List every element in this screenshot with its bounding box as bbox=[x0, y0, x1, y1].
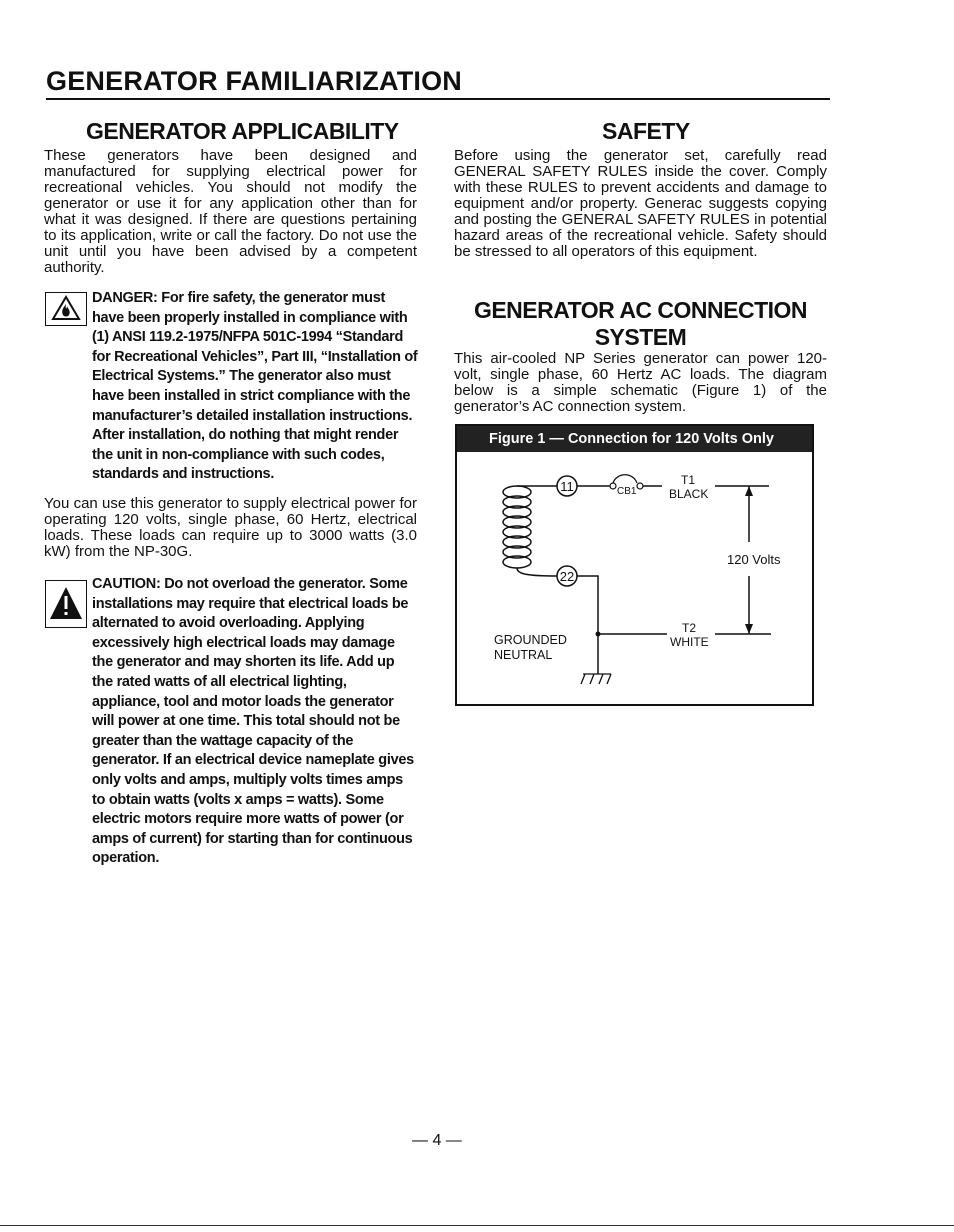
breaker-cb1-symbol bbox=[613, 475, 637, 483]
voltage-label: 120 Volts bbox=[727, 552, 781, 567]
figure-caption: Figure 1 — Connection for 120 Volts Only bbox=[457, 426, 812, 452]
grounded-label: GROUNDED bbox=[494, 633, 567, 647]
ac-connection-paragraph: This air-cooled NP Series generator can power 120-volt, single phase, 60 Hertz AC loads. The diagram below is a simple schematic (Figure 1) of the generator’s AC connection system. bbox=[454, 350, 827, 415]
page-number: — 4 — bbox=[412, 1132, 462, 1149]
applicability-paragraph-2: You can use this generator to supply electrical power for operating 120 volts, single phase, 60 Hertz, electrical loads. These loads can require up to 3000 watts (3.0 kW) from the NP-30G. bbox=[44, 495, 417, 560]
black-label: BLACK bbox=[669, 487, 709, 501]
white-label: WHITE bbox=[670, 635, 709, 649]
figure-1 bbox=[455, 424, 814, 706]
wiring-schematic bbox=[457, 452, 812, 704]
danger-text: DANGER: For fire safety, the generator must have been properly installed in compliance with (1) ANSI 119.2-1975/NFPA 501C-1994 “Standard for Recreational Vehicles”, Part III, “Installation of Electrical Systems.” The generator also must have been installed in strict compliance with the manufacturer’s detailed installation instructions. After installation, do nothing that might render the unit in non-compliance with such codes, standards and instructions. bbox=[92, 290, 418, 483]
caution-text: CAUTION: Do not overload the generator. Some installations may require that electrical loads be alternated to avoid overloading. Applying excessively high electrical loads may damage the generator and may shorten its life. Add up the rated watts of all electrical lighting, appliance, tool and motor loads the generator will power at one time. This total should not be greater than the wattage capacity of the generator. If an electrical device nameplate gives only volts and amps, multiply volts times amps to obtain watts (volts x amps = watts). Some electric motors require more watts of power (or amps of current) for starting than for continuous operation. bbox=[92, 576, 414, 867]
breaker-label: CB1 bbox=[617, 486, 637, 497]
t2-label: T2 bbox=[682, 621, 697, 635]
applicability-paragraph: These generators have been designed and manufactured for supplying electrical power for recreational vehicles. You should not modify the generator or use it for any application other than for what it was designed. If there are questions pertaining to its application, write or call the factory. Do not use the unit until you have been advised by a competent authority. bbox=[44, 147, 417, 276]
safety-heading: SAFETY bbox=[602, 118, 690, 144]
wire-11-label: 11 bbox=[560, 479, 574, 494]
footer-divider bbox=[0, 1225, 954, 1226]
title-divider bbox=[46, 98, 830, 100]
ac-connection-heading-line-2: SYSTEM bbox=[594, 324, 687, 350]
ground-symbol bbox=[581, 674, 611, 684]
fire-warning-icon bbox=[46, 293, 86, 325]
page-title: GENERATOR FAMILIARIZATION bbox=[46, 66, 462, 96]
exclamation-warning-icon bbox=[46, 581, 86, 627]
wire-22-label: 22 bbox=[559, 569, 575, 584]
t1-label: T1 bbox=[681, 473, 696, 487]
danger-icon-box bbox=[45, 292, 87, 326]
safety-paragraph: Before using the generator set, carefully read GENERAL SAFETY RULES inside the cover. Comply with these RULES to prevent accidents and damage to equipment and/or property. Generac suggests copying and posting the GENERAL SAFETY RULES in potential hazard areas of the recreational vehicle. Safety should be stressed to all operators of this equipment. bbox=[454, 147, 827, 260]
neutral-label: NEUTRAL bbox=[494, 648, 553, 662]
generator-winding-coil bbox=[503, 486, 531, 568]
caution-icon-box bbox=[45, 580, 87, 628]
applicability-heading: GENERATOR APPLICABILITY bbox=[86, 118, 399, 144]
ac-connection-heading-line-1: GENERATOR AC CONNECTION bbox=[473, 297, 808, 323]
ac-connection-heading bbox=[454, 297, 827, 351]
